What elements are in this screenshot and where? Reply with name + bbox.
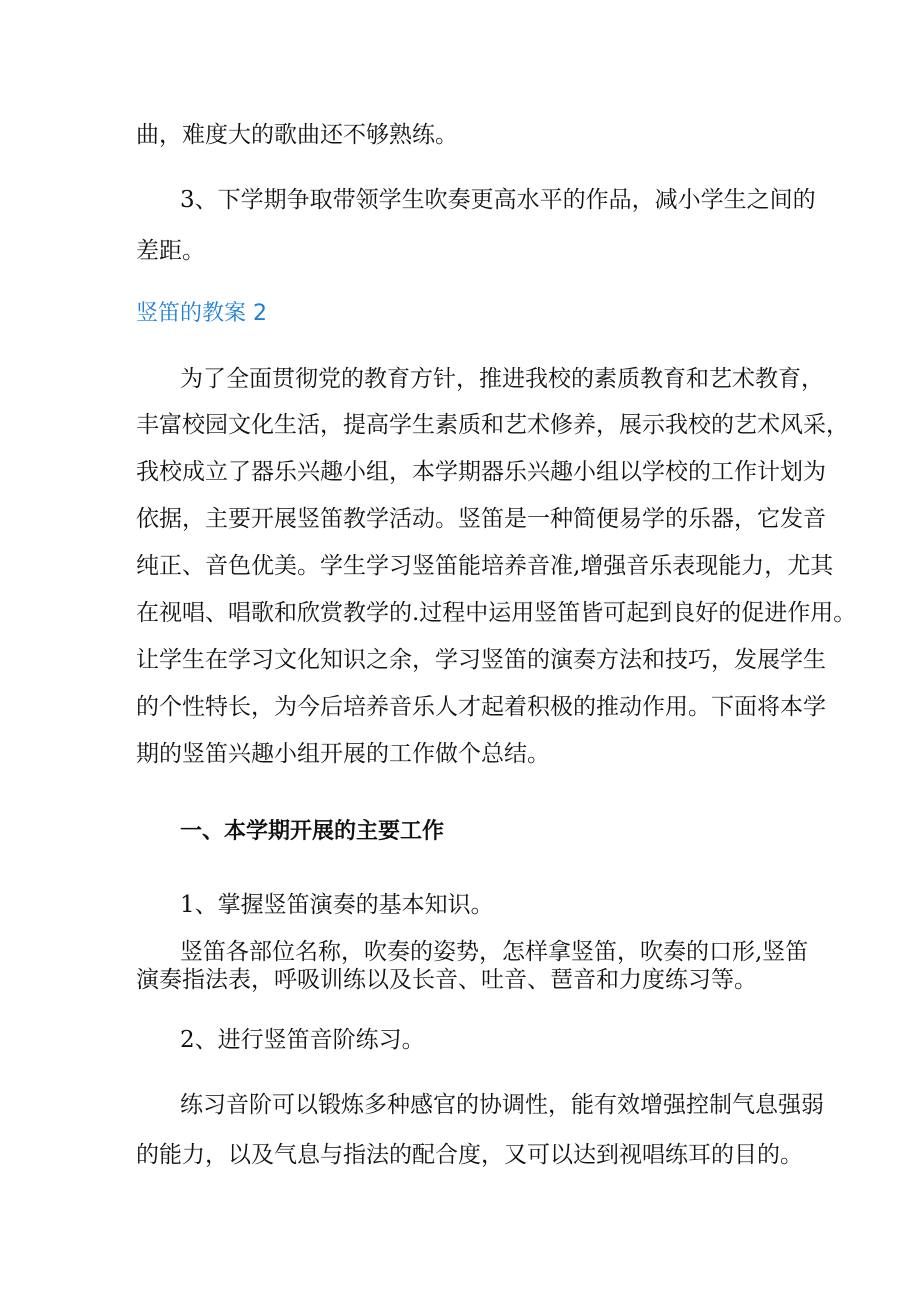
paragraph-basics-line-2 [136,965,757,995]
text-line: 期的竖笛兴趣小组开展的工作做个总结。 [136,741,550,767]
paragraph-intro-line-9 [136,739,550,769]
item-1 [180,890,494,920]
text-line: 丰富校园文化生活，提高学生素质和艺术修养，展示我校的艺术风采， [136,412,849,438]
paragraph-scales-line-2 [136,1140,803,1170]
text-line: 差距。 [136,238,205,264]
paragraph-intro-line-6 [136,598,856,628]
paragraph-intro-line-7 [136,645,826,675]
text-line: 为了全面贯彻党的教育方针，推进我校的素质教育和艺术教育， [180,366,824,392]
text-line: 我校成立了器乐兴趣小组，本学期器乐兴趣小组以学校的工作计划为 [136,459,826,485]
text-line: 2、进行竖笛音阶练习。 [180,1027,425,1053]
text-line: 的能力，以及气息与指法的配合度，又可以达到视唱练耳的目的。 [136,1142,803,1168]
paragraph-scales-line-1 [180,1090,824,1120]
text-line: 纯正、音色优美。学生学习竖笛能培养音准,增强音乐表现能力，尤其 [136,553,834,579]
item-3 [180,185,816,215]
paragraph-intro-line-3 [136,457,826,487]
text-line: 的个性特长，为今后培养音乐人才起着积极的推动作用。下面将本学 [136,694,826,720]
text-line: 竖笛各部位名称，吹奏的姿势，怎样拿竖笛，吹奏的口形,竖笛 [180,939,809,965]
paragraph-intro-line-1 [180,364,824,394]
section-title-main-work: 一、本学期开展的主要工作 [180,819,445,844]
text-block-p0 [136,120,458,150]
paragraph-basics-line-1 [180,937,808,967]
text-line: 在视唱、唱歌和欣赏教学的.过程中运用竖笛皆可起到良好的促进作用。 [136,600,857,626]
text-line: 让学生在学习文化知识之余，学习竖笛的演奏方法和技巧，发展学生 [136,647,826,673]
section-heading: 竖笛的教案 2 [136,301,267,326]
item-2 [180,1025,425,1055]
text-line: 演奏指法表，呼吸训练以及长音、吐音、琶音和力度练习等。 [136,967,757,993]
paragraph-intro-line-2 [136,410,849,440]
text-line: 3、下学期争取带领学生吹奏更高水平的作品，减小学生之间的 [180,187,816,213]
text-line: 曲，难度大的歌曲还不够熟练。 [136,122,458,148]
text-line: 1、掌握竖笛演奏的基本知识。 [180,892,494,918]
paragraph-intro-line-4 [136,504,826,534]
text-line-continuation [136,236,205,266]
paragraph-intro-line-8 [136,692,826,722]
paragraph-intro-line-5 [136,551,833,581]
text-line: 依据，主要开展竖笛教学活动。竖笛是一种简便易学的乐器，它发音 [136,506,826,532]
text-line: 练习音阶可以锻炼多种感官的协调性，能有效增强控制气息强弱 [180,1092,824,1118]
